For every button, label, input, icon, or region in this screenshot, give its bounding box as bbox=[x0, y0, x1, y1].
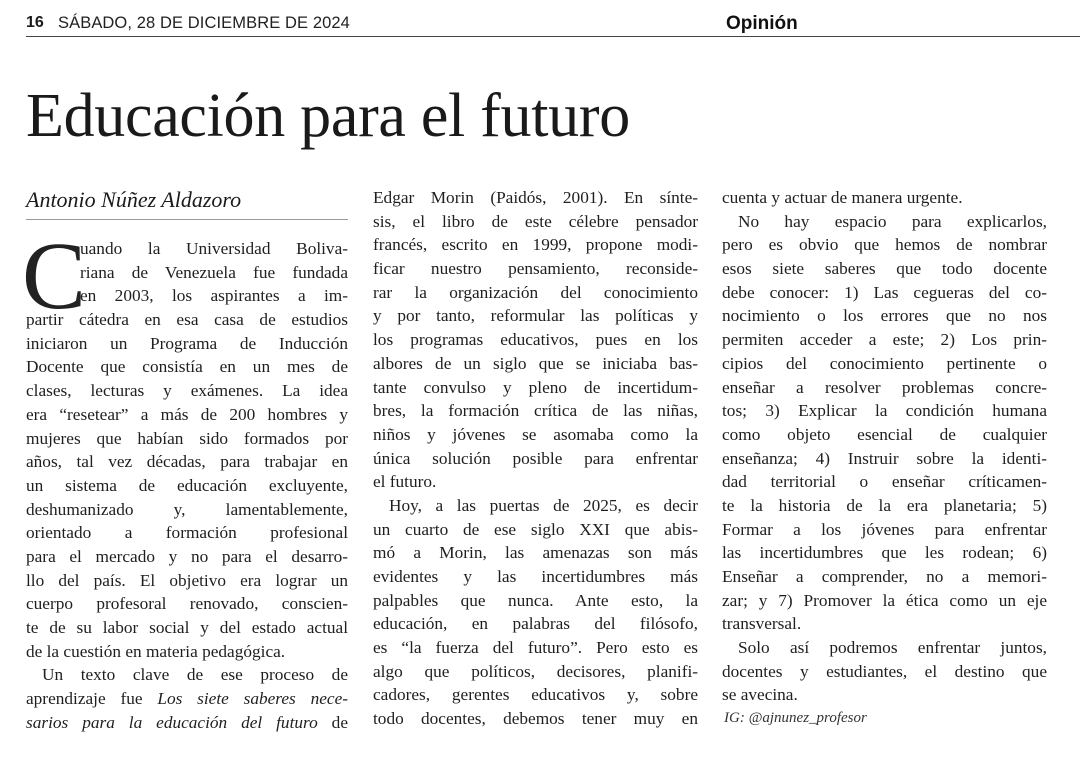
text-line bbox=[722, 376, 1047, 400]
article-column-3 bbox=[722, 186, 1047, 731]
text-run: rar la organización del conocimiento bbox=[373, 282, 698, 302]
page-header bbox=[26, 12, 1080, 38]
text-line bbox=[373, 423, 698, 447]
text-line bbox=[722, 660, 1047, 684]
text-line bbox=[373, 565, 698, 589]
text-line bbox=[722, 565, 1047, 589]
text-line bbox=[26, 261, 348, 285]
book-title-italic: Los siete saberes nece- bbox=[157, 689, 348, 709]
text-line bbox=[373, 470, 698, 494]
text-run: de bbox=[317, 712, 348, 732]
text-line bbox=[373, 589, 698, 613]
text-line bbox=[373, 210, 698, 234]
text-run: años, tal vez décadas, para trabajar en bbox=[26, 452, 348, 472]
text-run: aprendizaje fue bbox=[26, 689, 158, 709]
text-line bbox=[26, 379, 348, 403]
text-run: dad territorial o enseñar críticamen- bbox=[722, 472, 1047, 492]
book-title-italic: sarios para la educación del futuro bbox=[26, 712, 318, 732]
text-line bbox=[373, 660, 698, 684]
text-line bbox=[26, 687, 348, 711]
text-run: albores de un siglo que se iniciaba bas- bbox=[373, 353, 698, 373]
text-run: cuerpo profesoral renovado, conscien- bbox=[26, 594, 348, 614]
text-line bbox=[722, 683, 1047, 707]
text-line bbox=[26, 474, 348, 498]
text-line bbox=[722, 304, 1047, 328]
text-line bbox=[26, 521, 348, 545]
text-line bbox=[373, 328, 698, 352]
text-line bbox=[722, 518, 1047, 542]
text-run: única solución posible para enfrentar bbox=[373, 448, 698, 468]
text-run: mujeres que habían sido formados por bbox=[26, 428, 348, 448]
text-run: transversal. bbox=[722, 614, 802, 634]
text-line bbox=[722, 589, 1047, 613]
text-run: partir cátedra en esa casa de estudios bbox=[26, 310, 348, 330]
text-line bbox=[26, 427, 348, 451]
text-run: es “la fuerza del futuro”. Pero esto es bbox=[373, 638, 698, 658]
text-run: orientado a formación profesional bbox=[26, 523, 348, 543]
author-instagram-handle: IG: @ajnunez_profesor bbox=[724, 710, 867, 727]
text-line bbox=[26, 545, 348, 569]
text-run: clases, lecturas y exámenes. La idea bbox=[26, 381, 348, 401]
text-run: las incertidumbres que les rodean; 6) bbox=[722, 543, 1047, 563]
text-run: todo docentes, debemos tener muy en bbox=[373, 709, 698, 729]
section-name: Opinión bbox=[726, 13, 798, 34]
byline-rule bbox=[26, 219, 348, 220]
text-line bbox=[373, 352, 698, 376]
header-rule bbox=[26, 36, 1080, 37]
text-run: uando la Universidad Boliva- bbox=[80, 239, 348, 258]
text-run: se avecina. bbox=[722, 685, 798, 705]
text-run: nocimiento o los errores que no nos bbox=[722, 306, 1047, 326]
text-run: enseñanza; 4) Instruir sobre la identi- bbox=[722, 448, 1047, 468]
text-line bbox=[26, 403, 348, 427]
text-run: enseñar a resolver problemas concre- bbox=[722, 377, 1047, 397]
text-run: No hay espacio para explicarlos, bbox=[738, 211, 1047, 231]
text-run: Un texto clave de ese proceso de bbox=[42, 665, 348, 685]
text-run: para el mercado y no para el desarro- bbox=[26, 546, 348, 566]
text-line bbox=[722, 494, 1047, 518]
text-line bbox=[26, 308, 348, 332]
text-line bbox=[26, 663, 348, 687]
text-run: evidentes y las incertidumbres más bbox=[373, 567, 698, 586]
text-line bbox=[373, 281, 698, 305]
headline: Educación para el futuro bbox=[26, 82, 630, 150]
text-run: de la cuestión en materia pedagógica. bbox=[26, 641, 286, 661]
text-line bbox=[26, 498, 348, 522]
text-run: Hoy, a las puertas de 2025, es decir bbox=[389, 495, 698, 515]
text-run: esos siete saberes que todo docente bbox=[722, 259, 1047, 279]
text-line bbox=[722, 233, 1047, 257]
text-line bbox=[722, 210, 1047, 234]
text-line bbox=[373, 186, 698, 210]
text-run: Docente que consistía en un mes de bbox=[26, 357, 348, 377]
text-run: Enseñar a comprender, no a memori- bbox=[722, 567, 1047, 586]
text-line bbox=[26, 640, 348, 664]
text-run: un cuarto de ese siglo XXI que abis- bbox=[373, 519, 698, 539]
text-line bbox=[373, 518, 698, 542]
text-line bbox=[722, 636, 1047, 660]
text-line bbox=[26, 237, 348, 261]
text-run: palpables que nunca. Ante esto, la bbox=[373, 590, 698, 610]
text-line bbox=[26, 450, 348, 474]
text-line bbox=[722, 328, 1047, 352]
drop-cap: C bbox=[22, 222, 87, 329]
text-line bbox=[26, 569, 348, 593]
text-run: tante convulso y pleno de incertidum- bbox=[373, 377, 698, 397]
text-run: pero es obvio que hemos de nombrar bbox=[722, 235, 1047, 255]
article-column-2 bbox=[373, 186, 698, 731]
text-run: docentes y estudiantes, el destino que bbox=[722, 661, 1047, 681]
text-line bbox=[26, 592, 348, 616]
page-number: 16 bbox=[26, 14, 44, 31]
text-line bbox=[722, 423, 1047, 447]
text-run: cipios del conocimiento pertinente o bbox=[722, 353, 1047, 373]
text-run: riana de Venezuela fue fundada bbox=[80, 262, 348, 282]
text-run: educación, en palabras del filósofo, bbox=[373, 614, 698, 634]
text-run: algo que políticos, decisores, planifi- bbox=[373, 661, 698, 681]
text-run: niños y jóvenes se asomaba como la bbox=[373, 424, 698, 444]
text-line bbox=[722, 352, 1047, 376]
text-line bbox=[373, 376, 698, 400]
text-run: un sistema de educación excluyente, bbox=[26, 475, 348, 495]
text-line bbox=[373, 494, 698, 518]
text-run: como objeto esencial de cualquier bbox=[722, 424, 1047, 444]
text-line bbox=[26, 284, 348, 308]
text-line bbox=[722, 612, 1047, 636]
text-run: llo del país. El objetivo era lograr un bbox=[26, 570, 348, 590]
text-run: deshumanizado y, lamentablemente, bbox=[26, 499, 348, 519]
text-line bbox=[373, 399, 698, 423]
text-run: francés, escrito en 1999, propone modi- bbox=[373, 235, 698, 255]
text-run: sis, el libro de este célebre pensador bbox=[373, 211, 698, 231]
text-line bbox=[722, 281, 1047, 305]
text-run: te de su labor social y del estado actual bbox=[26, 618, 348, 637]
text-line bbox=[722, 541, 1047, 565]
text-run: mó a Morin, las amenazas son más bbox=[373, 543, 698, 563]
text-run: ficar nuestro pensamiento, reconside- bbox=[373, 259, 698, 279]
text-run: en 2003, los aspirantes a im- bbox=[80, 286, 348, 306]
text-run: cuenta y actuar de manera urgente. bbox=[722, 188, 963, 207]
text-line bbox=[26, 616, 348, 640]
text-run: el futuro. bbox=[373, 472, 437, 492]
text-line bbox=[373, 447, 698, 471]
text-line bbox=[373, 541, 698, 565]
text-line bbox=[26, 332, 348, 356]
text-run: bres, la formación crítica de las niñas, bbox=[373, 401, 698, 421]
text-line bbox=[722, 399, 1047, 423]
text-run: y por tanto, reformular las políticas y bbox=[373, 306, 698, 326]
text-line bbox=[373, 612, 698, 636]
text-run: los programas educativos, pues en los bbox=[373, 330, 698, 350]
text-run: Edgar Morin (Paidós, 2001). En sínte- bbox=[373, 188, 698, 207]
text-run: cadores, gerentes educativos y, sobre bbox=[373, 685, 698, 705]
text-line bbox=[722, 186, 1047, 210]
text-run: era “resetear” a más de 200 hombres y bbox=[26, 404, 348, 424]
text-line bbox=[373, 257, 698, 281]
text-line bbox=[722, 470, 1047, 494]
text-run: te la historia de la era planetaria; 5) bbox=[722, 495, 1047, 515]
text-run: Formar a los jóvenes para enfrentar bbox=[722, 519, 1047, 539]
author-byline: Antonio Núñez Aldazoro bbox=[26, 187, 242, 212]
text-line bbox=[373, 683, 698, 707]
text-run: Solo así podremos enfrentar juntos, bbox=[738, 638, 1047, 658]
text-line bbox=[373, 707, 698, 731]
text-line bbox=[722, 447, 1047, 471]
text-run: tos; 3) Explicar la condición humana bbox=[722, 401, 1047, 421]
text-run: debe conocer: 1) Las cegueras del co- bbox=[722, 282, 1047, 302]
article-column-1 bbox=[26, 237, 348, 734]
text-run: iniciaron un Programa de Inducción bbox=[26, 333, 348, 353]
text-line bbox=[373, 636, 698, 660]
text-line bbox=[722, 257, 1047, 281]
text-run: permiten acceder a este; 2) Los prin- bbox=[722, 330, 1047, 350]
text-line bbox=[373, 304, 698, 328]
issue-date: SÁBADO, 28 DE DICIEMBRE DE 2024 bbox=[58, 14, 350, 32]
text-run: zar; y 7) Promover la ética como un eje bbox=[722, 590, 1047, 610]
text-line bbox=[373, 233, 698, 257]
text-line bbox=[26, 711, 348, 735]
text-line bbox=[26, 355, 348, 379]
